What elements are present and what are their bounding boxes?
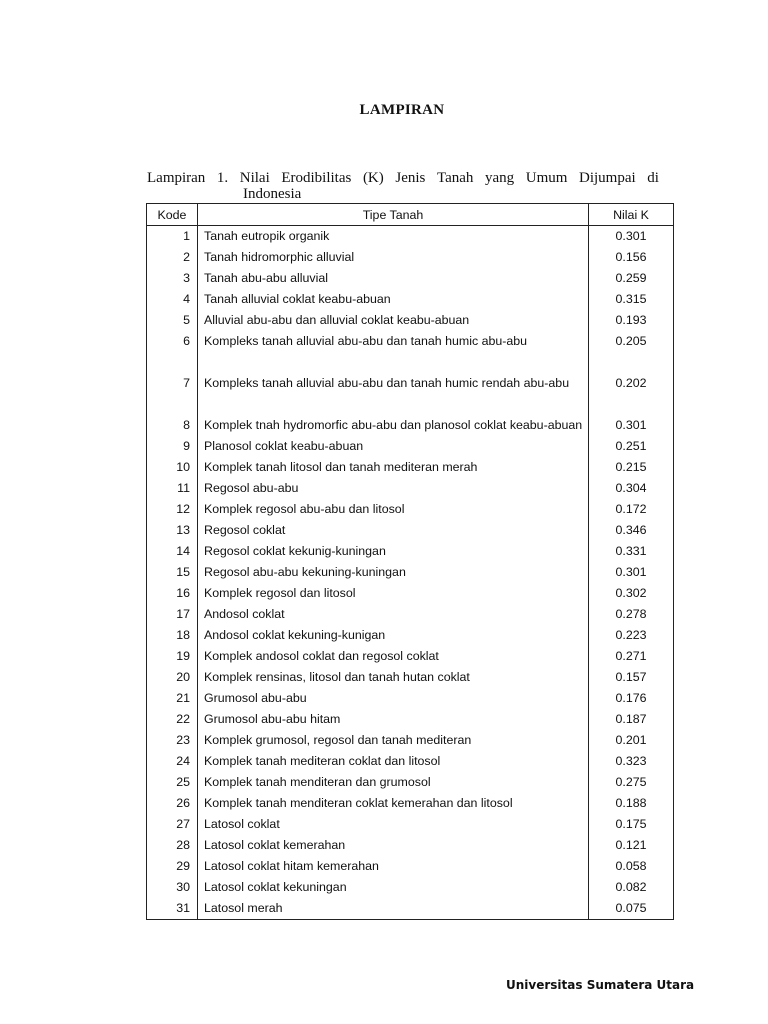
- cell-tipe-tanah: Andosol coklat kekuning-kunigan: [198, 625, 589, 646]
- cell-tipe-tanah: Tanah eutropik organik: [198, 226, 589, 248]
- table-row: [147, 646, 674, 667]
- cell-tipe-tanah: Komplek tanah menditeran coklat kemerahan dan litosol: [198, 793, 589, 814]
- caption-word: 1.: [216, 170, 229, 186]
- cell-kode: 17: [147, 604, 198, 625]
- cell-kode: 8: [147, 394, 198, 436]
- cell-nilai-k: 0.157: [589, 667, 674, 688]
- cell-tipe-tanah: Komplek tnah hydromorfic abu-abu dan planosol coklat keabu-abuan: [198, 394, 589, 436]
- table-row: [147, 835, 674, 856]
- table-row: [147, 793, 674, 814]
- cell-kode: 2: [147, 247, 198, 268]
- table-row: [147, 436, 674, 457]
- caption-word: yang: [484, 170, 515, 186]
- cell-kode: 14: [147, 541, 198, 562]
- cell-kode: 23: [147, 730, 198, 751]
- table-row: [147, 352, 674, 394]
- cell-kode: 26: [147, 793, 198, 814]
- cell-tipe-tanah: Komplek tanah litosol dan tanah mediteran merah: [198, 457, 589, 478]
- caption-word: Tanah: [436, 170, 474, 186]
- table-row: [147, 394, 674, 436]
- table-row: [147, 688, 674, 709]
- cell-nilai-k: 0.121: [589, 835, 674, 856]
- cell-kode: 16: [147, 583, 198, 604]
- table-row: [147, 625, 674, 646]
- cell-nilai-k: 0.275: [589, 772, 674, 793]
- table-row: [147, 730, 674, 751]
- cell-kode: 19: [147, 646, 198, 667]
- cell-kode: 15: [147, 562, 198, 583]
- cell-kode: 6: [147, 331, 198, 352]
- cell-nilai-k: 0.304: [589, 478, 674, 499]
- table-row: [147, 289, 674, 310]
- cell-nilai-k: 0.346: [589, 520, 674, 541]
- table-row: [147, 310, 674, 331]
- cell-tipe-tanah: Komplek grumosol, regosol dan tanah mediteran: [198, 730, 589, 751]
- cell-tipe-tanah: Regosol coklat: [198, 520, 589, 541]
- table-row: [147, 772, 674, 793]
- cell-kode: 1: [147, 226, 198, 248]
- cell-tipe-tanah: Komplek regosol abu-abu dan litosol: [198, 499, 589, 520]
- cell-nilai-k: 0.201: [589, 730, 674, 751]
- cell-kode: 11: [147, 478, 198, 499]
- table-row: [147, 247, 674, 268]
- cell-tipe-tanah: Komplek rensinas, litosol dan tanah hutan coklat: [198, 667, 589, 688]
- cell-tipe-tanah: Latosol coklat kemerahan: [198, 835, 589, 856]
- cell-tipe-tanah: Regosol coklat kekunig-kuningan: [198, 541, 589, 562]
- cell-tipe-tanah: Komplek regosol dan litosol: [198, 583, 589, 604]
- cell-kode: 9: [147, 436, 198, 457]
- cell-tipe-tanah: Kompleks tanah alluvial abu-abu dan tanah humic abu-abu: [198, 331, 589, 352]
- cell-nilai-k: 0.278: [589, 604, 674, 625]
- table-row: [147, 709, 674, 730]
- cell-kode: 12: [147, 499, 198, 520]
- table-row: [147, 499, 674, 520]
- cell-kode: 24: [147, 751, 198, 772]
- cell-tipe-tanah: Alluvial abu-abu dan alluvial coklat keabu-abuan: [198, 310, 589, 331]
- cell-nilai-k: 0.302: [589, 583, 674, 604]
- cell-tipe-tanah: Grumosol abu-abu: [198, 688, 589, 709]
- cell-nilai-k: 0.271: [589, 646, 674, 667]
- cell-tipe-tanah: Tanah hidromorphic alluvial: [198, 247, 589, 268]
- table-row: [147, 898, 674, 920]
- cell-tipe-tanah: Regosol abu-abu: [198, 478, 589, 499]
- cell-tipe-tanah: Regosol abu-abu kekuning-kuningan: [198, 562, 589, 583]
- cell-kode: 27: [147, 814, 198, 835]
- cell-tipe-tanah: Andosol coklat: [198, 604, 589, 625]
- table-row: [147, 520, 674, 541]
- cell-nilai-k: 0.172: [589, 499, 674, 520]
- cell-tipe-tanah: Komplek tanah mediteran coklat dan litosol: [198, 751, 589, 772]
- table-row: [147, 268, 674, 289]
- caption-word: Jenis: [395, 170, 426, 186]
- table-row: [147, 457, 674, 478]
- cell-kode: 7: [147, 352, 198, 394]
- table-row: [147, 541, 674, 562]
- cell-nilai-k: 0.315: [589, 289, 674, 310]
- cell-nilai-k: 0.259: [589, 268, 674, 289]
- header-nilai-k: Nilai K: [589, 204, 674, 226]
- cell-kode: 22: [147, 709, 198, 730]
- cell-nilai-k: 0.082: [589, 877, 674, 898]
- cell-kode: 21: [147, 688, 198, 709]
- cell-kode: 18: [147, 625, 198, 646]
- cell-tipe-tanah: Komplek andosol coklat dan regosol coklat: [198, 646, 589, 667]
- cell-kode: 10: [147, 457, 198, 478]
- caption-line-2: Indonesia: [243, 186, 302, 202]
- table-row: [147, 331, 674, 352]
- cell-nilai-k: 0.301: [589, 562, 674, 583]
- caption-word: Nilai: [239, 170, 270, 186]
- soil-erodibility-table: [146, 203, 674, 920]
- table-row: [147, 814, 674, 835]
- cell-tipe-tanah: Kompleks tanah alluvial abu-abu dan tanah humic rendah abu-abu: [198, 352, 589, 394]
- table-row: [147, 583, 674, 604]
- cell-nilai-k: 0.156: [589, 247, 674, 268]
- table-row: [147, 856, 674, 877]
- table-row: [147, 877, 674, 898]
- cell-nilai-k: 0.202: [589, 352, 674, 394]
- cell-nilai-k: 0.331: [589, 541, 674, 562]
- table-row: [147, 226, 674, 248]
- header-tipe-tanah: Tipe Tanah: [198, 204, 589, 226]
- cell-nilai-k: 0.251: [589, 436, 674, 457]
- cell-tipe-tanah: Latosol merah: [198, 898, 589, 920]
- cell-nilai-k: 0.205: [589, 331, 674, 352]
- table-caption: [147, 169, 659, 202]
- footer-university: Universitas Sumatera Utara: [506, 978, 695, 992]
- caption-word: di: [647, 170, 659, 186]
- cell-nilai-k: 0.187: [589, 709, 674, 730]
- cell-tipe-tanah: Grumosol abu-abu hitam: [198, 709, 589, 730]
- cell-nilai-k: 0.301: [589, 394, 674, 436]
- cell-kode: 13: [147, 520, 198, 541]
- cell-tipe-tanah: Tanah alluvial coklat keabu-abuan: [198, 289, 589, 310]
- cell-kode: 4: [147, 289, 198, 310]
- cell-nilai-k: 0.323: [589, 751, 674, 772]
- page-heading: LAMPIRAN: [359, 102, 445, 118]
- table-row: [147, 667, 674, 688]
- table-row: [147, 604, 674, 625]
- cell-nilai-k: 0.176: [589, 688, 674, 709]
- header-kode: Kode: [147, 204, 198, 226]
- table-header-row: [147, 204, 674, 226]
- cell-kode: 28: [147, 835, 198, 856]
- cell-nilai-k: 0.193: [589, 310, 674, 331]
- cell-nilai-k: 0.058: [589, 856, 674, 877]
- cell-kode: 3: [147, 268, 198, 289]
- caption-word: Lampiran: [147, 170, 206, 186]
- table-row: [147, 751, 674, 772]
- cell-tipe-tanah: Latosol coklat hitam kemerahan: [198, 856, 589, 877]
- caption-word: (K): [362, 170, 384, 186]
- cell-tipe-tanah: Komplek tanah menditeran dan grumosol: [198, 772, 589, 793]
- caption-word: Umum: [525, 170, 568, 186]
- cell-kode: 29: [147, 856, 198, 877]
- cell-kode: 31: [147, 898, 198, 920]
- table-row: [147, 562, 674, 583]
- table-row: [147, 478, 674, 499]
- cell-nilai-k: 0.075: [589, 898, 674, 920]
- cell-nilai-k: 0.188: [589, 793, 674, 814]
- caption-line-1: [147, 169, 659, 187]
- cell-nilai-k: 0.301: [589, 226, 674, 248]
- cell-tipe-tanah: Latosol coklat kekuningan: [198, 877, 589, 898]
- cell-kode: 20: [147, 667, 198, 688]
- cell-tipe-tanah: Planosol coklat keabu-abuan: [198, 436, 589, 457]
- caption-word: Erodibilitas: [281, 170, 352, 186]
- cell-kode: 25: [147, 772, 198, 793]
- cell-tipe-tanah: Latosol coklat: [198, 814, 589, 835]
- caption-word: Dijumpai: [579, 170, 636, 186]
- cell-kode: 30: [147, 877, 198, 898]
- cell-kode: 5: [147, 310, 198, 331]
- cell-tipe-tanah: Tanah abu-abu alluvial: [198, 268, 589, 289]
- cell-nilai-k: 0.215: [589, 457, 674, 478]
- cell-nilai-k: 0.175: [589, 814, 674, 835]
- cell-nilai-k: 0.223: [589, 625, 674, 646]
